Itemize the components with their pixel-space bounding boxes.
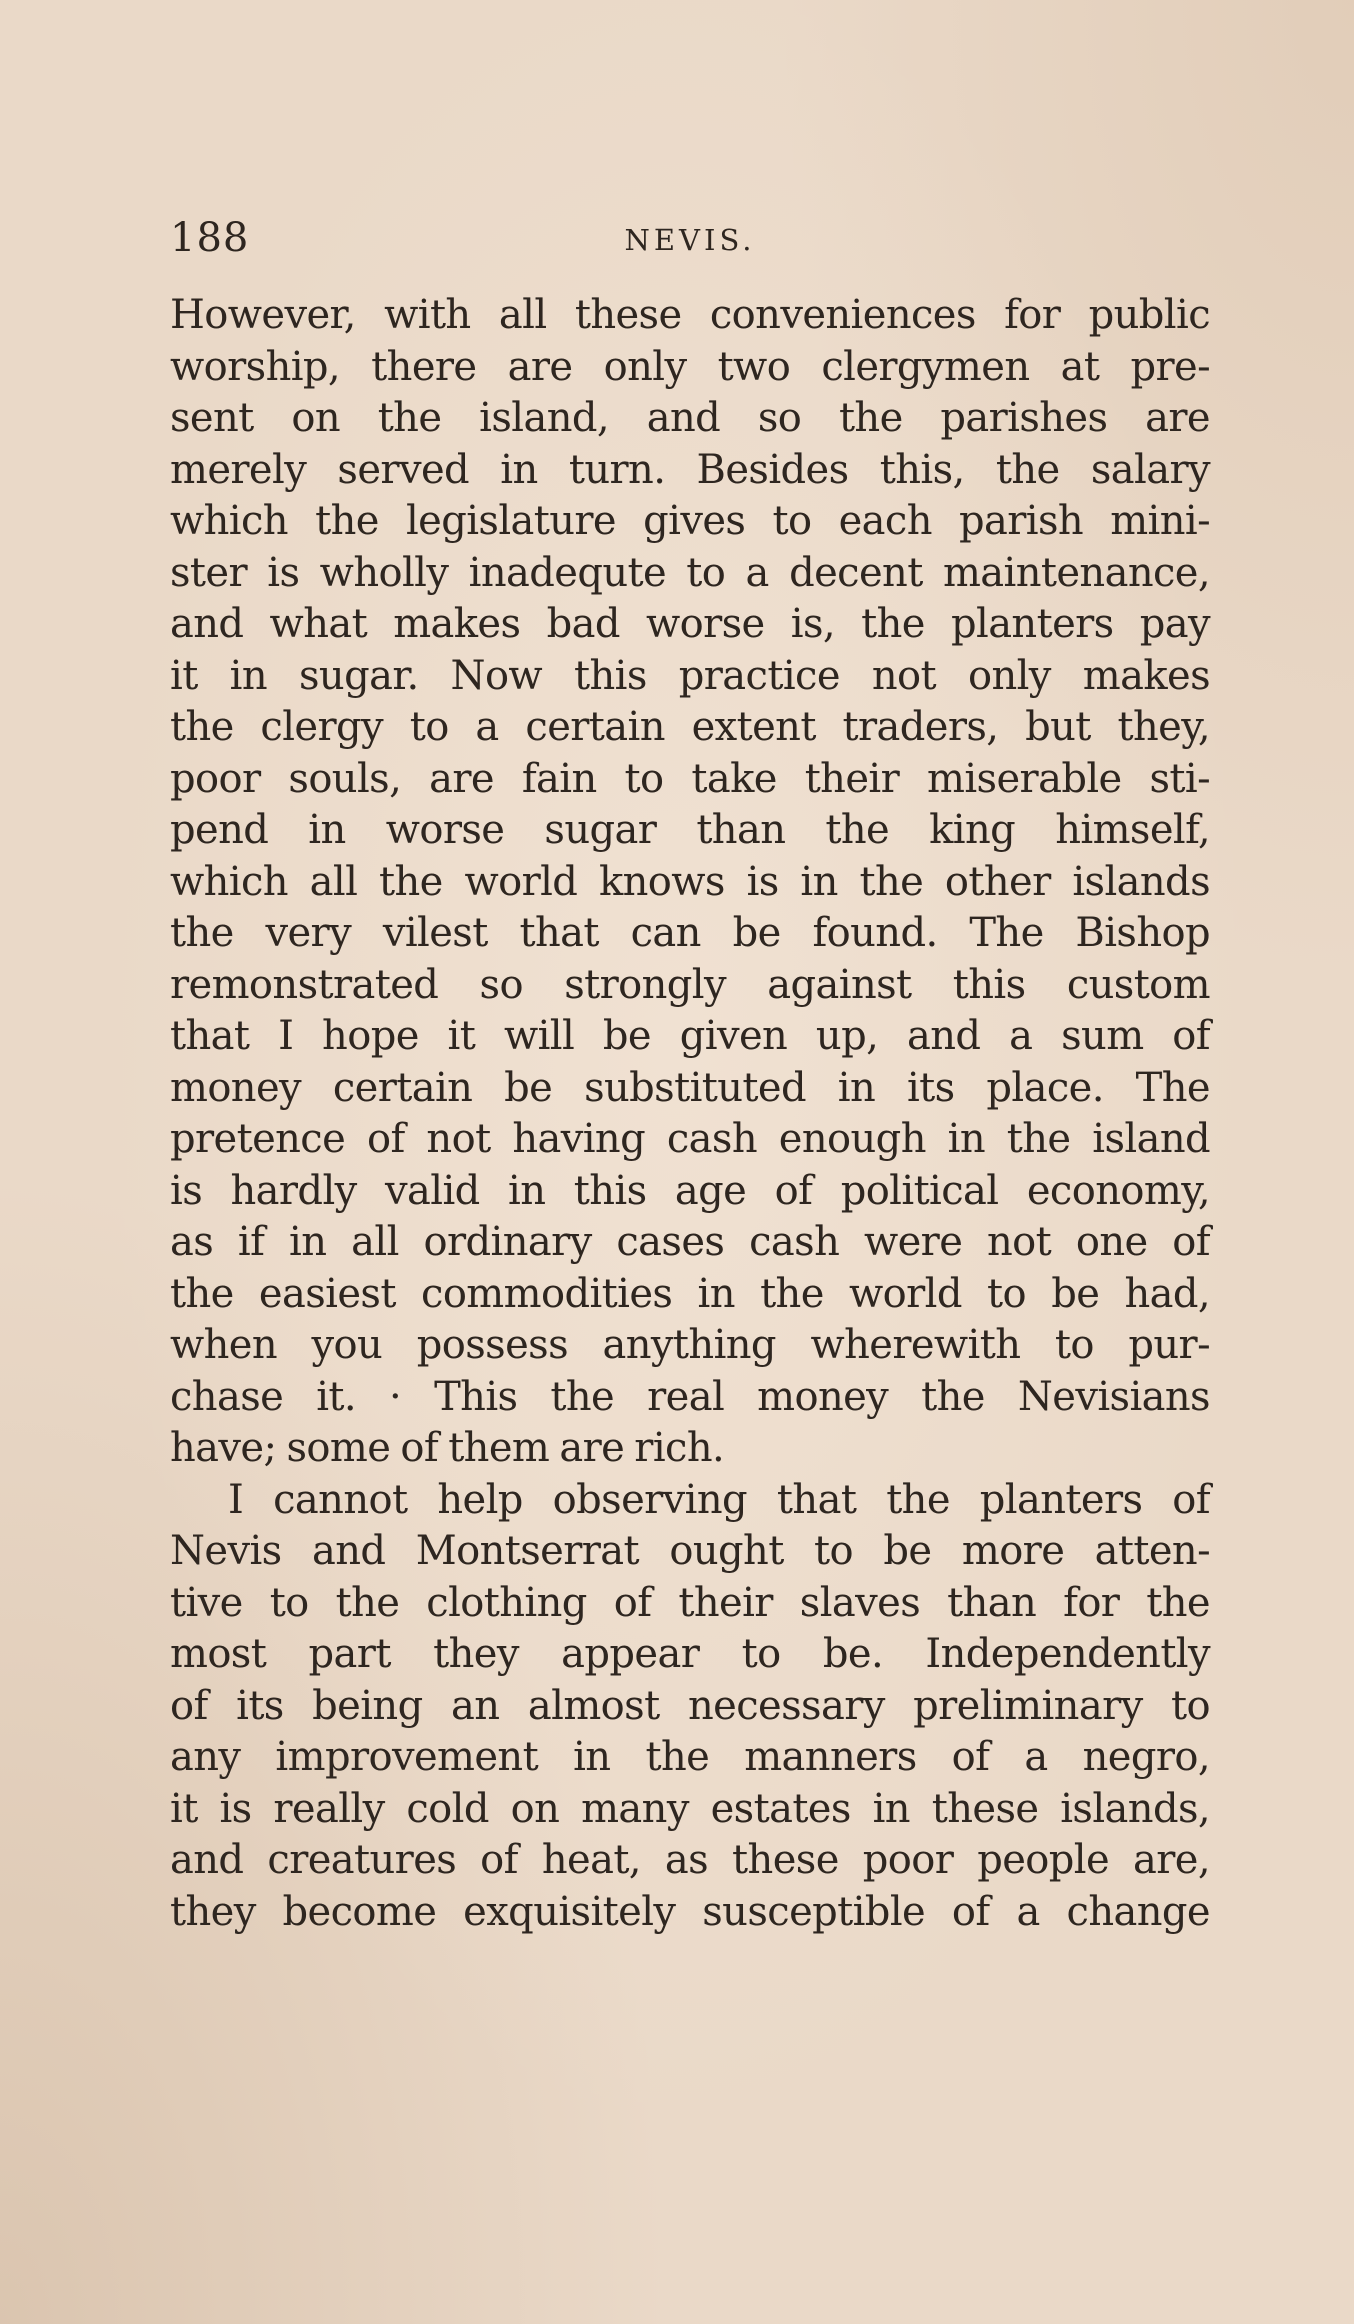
text-line: chase it. · This the real money the Nevisians bbox=[170, 1373, 1210, 1420]
text-line: poor souls, are fain to take their miserable sti- bbox=[170, 755, 1210, 802]
text-line: pretence of not having cash enough in the island bbox=[170, 1116, 1210, 1162]
text-line: they become exquisitely susceptible of a change bbox=[170, 1888, 1210, 1935]
text-line: Nevis and Montserrat ought to be more atten- bbox=[170, 1528, 1210, 1574]
text-line: pend in worse sugar than the king himself, bbox=[170, 807, 1210, 853]
text-line: sent on the island, and so the parishes are bbox=[170, 395, 1210, 441]
text-line: remonstrated so strongly against this custom bbox=[170, 961, 1210, 1008]
text-line: tive to the clothing of their slaves than for the bbox=[170, 1579, 1210, 1626]
text-line: and creatures of heat, as these poor people are, bbox=[170, 1837, 1210, 1883]
text-line: merely served in turn. Besides this, the salary bbox=[170, 446, 1210, 493]
text-line: it in sugar. Now this practice not only makes bbox=[170, 652, 1210, 699]
running-head: NEVIS. bbox=[624, 223, 756, 257]
text-line: have; some of them are rich. bbox=[170, 1425, 725, 1471]
text-line: the very vilest that can be found. The Bishop bbox=[170, 910, 1210, 956]
page-header bbox=[170, 208, 1210, 268]
text-line: ster is wholly inadequte to a decent maintenance, bbox=[170, 549, 1210, 596]
text-line: However, with all these conveniences for public bbox=[170, 292, 1210, 338]
text-line: and what makes bad worse is, the planters pay bbox=[170, 601, 1210, 647]
text-line: worship, there are only two clergymen at pre- bbox=[170, 343, 1210, 390]
text-line: money certain be substituted in its place. The bbox=[170, 1064, 1210, 1111]
text-line: is hardly valid in this age of political economy, bbox=[170, 1167, 1210, 1214]
text-line: the clergy to a certain extent traders, but they, bbox=[170, 704, 1210, 750]
text-line: as if in all ordinary cases cash were not one of bbox=[170, 1219, 1210, 1265]
text-line: which the legislature gives to each parish mini- bbox=[170, 498, 1210, 544]
text-line: of its being an almost necessary preliminary to bbox=[170, 1682, 1210, 1729]
body-text bbox=[170, 290, 1210, 1938]
text-line: most part they appear to be. Independently bbox=[170, 1631, 1210, 1677]
page-number: 188 bbox=[170, 215, 250, 261]
text-line: I cannot help observing that the planters of bbox=[228, 1476, 1210, 1523]
text-line: the easiest commodities in the world to be had, bbox=[170, 1270, 1210, 1317]
text-line: when you possess anything wherewith to pur- bbox=[170, 1322, 1210, 1368]
text-line: any improvement in the manners of a negro, bbox=[170, 1734, 1210, 1780]
text-line: which all the world knows is in the other islands bbox=[170, 858, 1210, 905]
text-line: it is really cold on many estates in these islands, bbox=[170, 1785, 1210, 1832]
text-line: that I hope it will be given up, and a sum of bbox=[170, 1013, 1210, 1059]
